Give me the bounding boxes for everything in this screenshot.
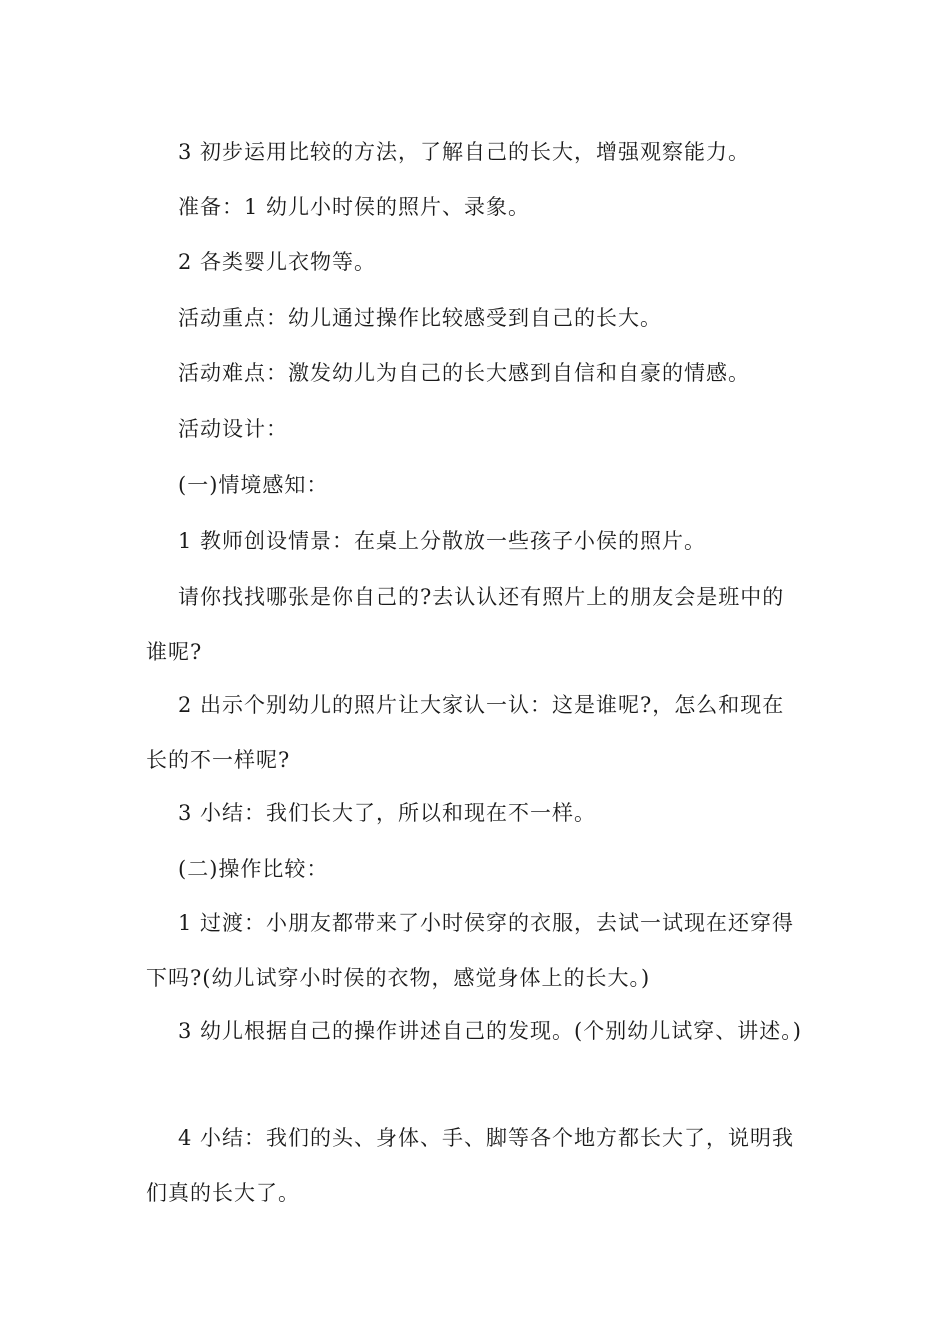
paragraph-difficulty: 活动难点：激发幼儿为自己的长大感到自信和自豪的情感。 — [178, 361, 750, 385]
paragraph-transition: 1 过渡：小朋友都带来了小时侯穿的衣服，去试一试现在还穿得下吗?(幼儿试穿小时侯的衣物，感觉身体上的长大。) — [146, 911, 795, 990]
paragraph-teacher-scene: 1 教师创设情景：在桌上分散放一些孩子小侯的照片。 — [178, 529, 707, 553]
paragraph-discovery: 3 幼儿根据自己的操作讲述自己的发现。(个别幼儿试穿、讲述。) — [178, 1019, 802, 1043]
paragraph-activity-design: 活动设计： — [178, 417, 288, 441]
paragraph-find-photo: 请你找找哪张是你自己的?去认认还有照片上的朋友会是班中的谁呢? — [146, 585, 785, 664]
section-heading-operation: (二)操作比较： — [178, 857, 329, 881]
paragraph-goal-3: 3 初步运用比较的方法，了解自己的长大，增强观察能力。 — [178, 140, 751, 164]
paragraph-summary-2: 4 小结：我们的头、身体、手、脚等各个地方都长大了，说明我们真的长大了。 — [146, 1126, 795, 1205]
section-heading-situation: (一)情境感知： — [178, 473, 329, 497]
paragraph-key-point: 活动重点：幼儿通过操作比较感受到自己的长大。 — [178, 306, 662, 330]
paragraph-preparation: 准备：1 幼儿小时侯的照片、录象。 — [178, 195, 531, 219]
paragraph-summary-1: 3 小结：我们长大了，所以和现在不一样。 — [178, 801, 597, 825]
paragraph-show-photo: 2 出示个别幼儿的照片让大家认一认：这是谁呢?，怎么和现在长的不一样呢? — [146, 693, 785, 772]
paragraph-preparation-2: 2 各类婴儿衣物等。 — [178, 250, 377, 274]
